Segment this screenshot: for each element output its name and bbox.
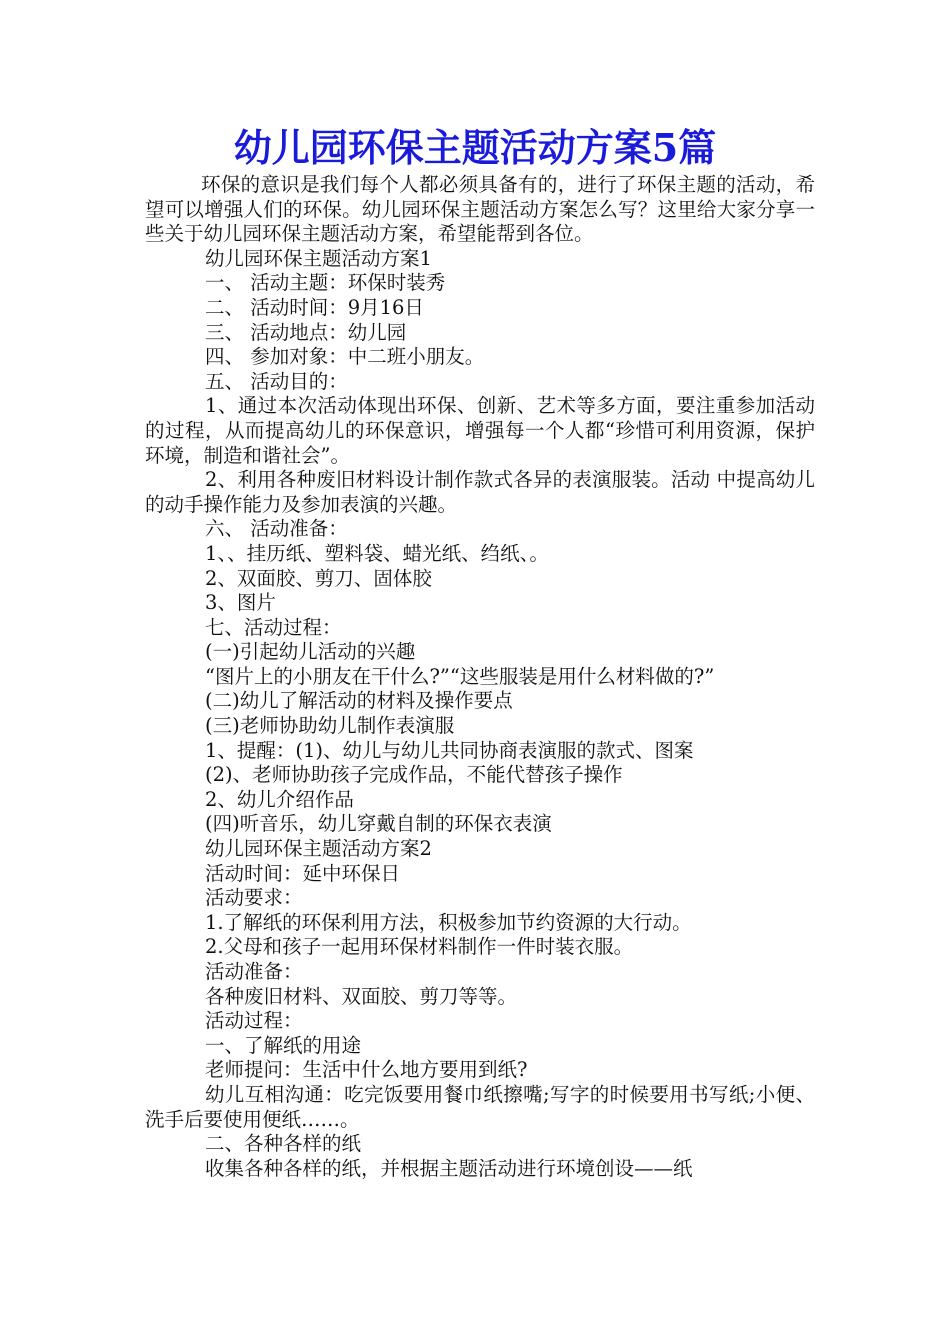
- plan1-goal-heading: 五、 活动目的：: [205, 369, 348, 393]
- plan1-participants: 四、 参加对象：中二班小朋友。: [205, 345, 485, 369]
- plan1-introduce-work: 2、幼儿介绍作品: [205, 787, 354, 811]
- plan2-teacher-question: 老师提问：生活中什么地方要用到纸?: [205, 1058, 528, 1082]
- plan1-reminder-1: 1、提醒：(1)、幼儿与幼儿共同协商表演服的款式、图案: [205, 738, 694, 762]
- plan2-prep-materials: 各种废旧材料、双面胶、剪刀等等。: [205, 984, 518, 1008]
- plan1-heading: 幼儿园环保主题活动方案1: [205, 246, 432, 270]
- plan1-step-3: (三)老师协助幼儿制作表演服: [205, 714, 455, 738]
- plan1-prep-2: 2、双面胶、剪刀、固体胶: [205, 566, 432, 590]
- plan1-question: “图片上的小朋友在干什么?”“这些服装是用什么材料做的?”: [205, 664, 715, 688]
- plan2-heading: 幼儿园环保主题活动方案2: [205, 837, 432, 861]
- plan2-requirement-2: 2.父母和孩子一起用环保材料制作一件时装衣服。: [205, 935, 634, 959]
- plan1-reminder-2: (2)、老师协助孩子完成作品，不能代替孩子操作: [205, 763, 623, 787]
- plan2-children-exchange: 幼儿互相沟通：吃完饭要用餐巾纸擦嘴;写字的时候要用书写纸;小便、洗手后要使用便纸……。: [145, 1082, 815, 1131]
- document-title: 幼儿园环保主题活动方案5篇: [233, 125, 717, 170]
- plan2-time: 活动时间：延中环保日: [205, 861, 401, 885]
- plan2-requirements-heading: 活动要求：: [205, 886, 303, 910]
- plan2-prep-heading: 活动准备：: [205, 960, 303, 983]
- plan2-step-1: 一、了解纸的用途: [205, 1033, 362, 1057]
- plan1-process-heading: 七、活动过程：: [205, 615, 342, 639]
- plan1-goal-1: 1、通过本次活动体现出环保、创新、艺术等多方面，要注重参加活动的过程，从而提高幼儿的环保意识，增强每一个人都“珍惜可利用资源，保护环境，制造和谐社会”。: [145, 394, 815, 467]
- plan2-requirement-1: 1.了解纸的环保利用方法，积极参加节约资源的大行动。: [205, 910, 692, 934]
- plan1-prep-heading: 六、 活动准备：: [205, 517, 348, 541]
- plan2-process-heading: 活动过程：: [205, 1009, 303, 1033]
- plan2-collect-paper: 收集各种各样的纸，并根据主题活动进行环境创设——纸: [205, 1156, 693, 1180]
- plan1-goal-2: 2、利用各种废旧材料设计制作款式各异的表演服装。活动 中提高幼儿的动手操作能力及参加表演的兴趣。: [145, 468, 815, 516]
- plan1-time: 二、 活动时间：9月16日: [205, 295, 424, 319]
- plan1-step-4: (四)听音乐，幼儿穿戴自制的环保衣表演: [205, 812, 552, 836]
- plan1-prep-1: 1、、挂历纸、塑料袋、蜡光纸、绉纸、。: [205, 541, 549, 565]
- document-body: [145, 173, 815, 1181]
- plan2-step-2: 二、各种各样的纸: [205, 1132, 362, 1156]
- plan1-theme: 一、 活动主题：环保时装秀: [205, 271, 446, 295]
- plan1-step-2: (二)幼儿了解活动的材料及操作要点: [205, 689, 513, 713]
- plan1-prep-3: 3、图片: [205, 591, 276, 615]
- plan1-step-1: (一)引起幼儿活动的兴趣: [205, 640, 416, 664]
- plan1-place: 三、 活动地点：幼儿园: [205, 320, 407, 344]
- intro-paragraph: 环保的意识是我们每个人都必须具备有的，进行了环保主题的活动，希望可以增强人们的环保。幼儿园环保主题活动方案怎么写？这里给大家分享一些关于幼儿园环保主题活动方案，希望能帮到各位。: [145, 173, 815, 246]
